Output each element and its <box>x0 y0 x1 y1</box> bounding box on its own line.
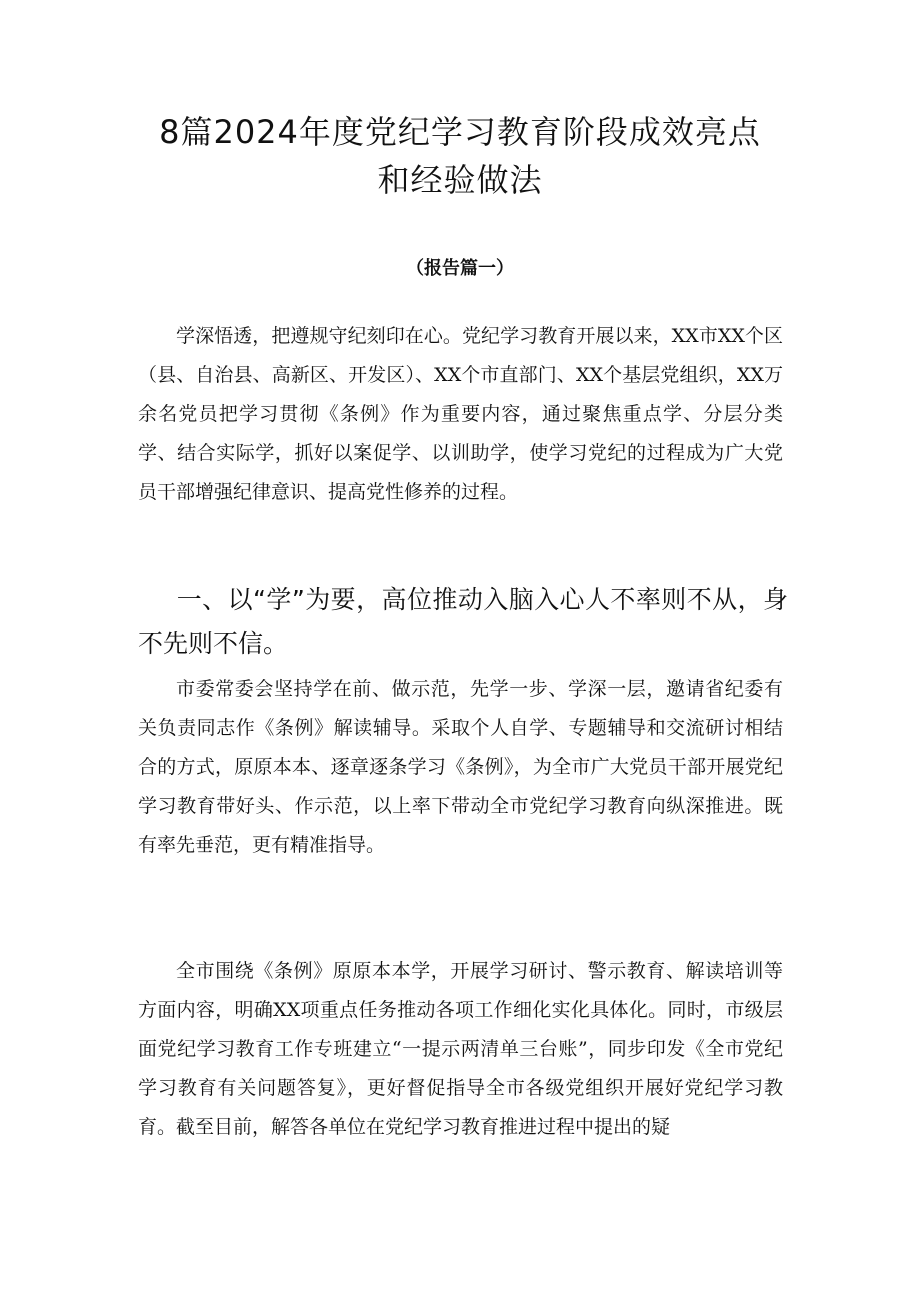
document-title-line-1: 8篇2024年度党纪学习教育阶段成效亮点 <box>159 113 761 151</box>
paragraph-standing-committee: 市委常委会坚持学在前、做示范，先学一步、学深一层，邀请省纪委有关负责同志作《条例》解读辅导。采取个人自学、专题辅导和交流研讨相结合的方式，原原本本、逐章逐条学习《条例》，为全市广大党员干部开展党纪学习教育带好头、作示范，以上率下带动全市党纪学习教育向纵深推进。既有率先垂范，更有精准指导。 <box>138 678 783 856</box>
paragraph-intro: 学深悟透，把遵规守纪刻印在心。党纪学习教育开展以来，XX市XX个区（县、自治县、高新区、开发区）、XX个市直部门、XX个基层党组织，XX万余名党员把学习贯彻《条例》作为重要内容，通过聚焦重点学、分层分类学、结合实际学，抓好以案促学、以训助学，使学习党纪的过程成为广大党员干部增强纪律意识、提高党性修养的过程。 <box>138 325 783 503</box>
document-title-line-2: 和经验做法 <box>377 161 543 199</box>
report-subtitle: （报告篇一） <box>406 258 514 279</box>
paragraph-citywide-study: 全市围绕《条例》原原本本学，开展学习研讨、警示教育、解读培训等方面内容，明确XX项重点任务推动各项工作细化实化具体化。同时，市级层面党纪学习教育工作专班建立“一提示两清单三台账”，同步印发《全市党纪学习教育有关问题答复》，更好督促指导全市各级党组织开展好党纪学习教育。截至目前，解答各单位在党纪学习教育推进过程中提出的疑 <box>138 960 783 1138</box>
section-heading-1: 一、以“学”为要，高位推动入脑入心人不率则不从，身不先则不信。 <box>138 585 788 658</box>
